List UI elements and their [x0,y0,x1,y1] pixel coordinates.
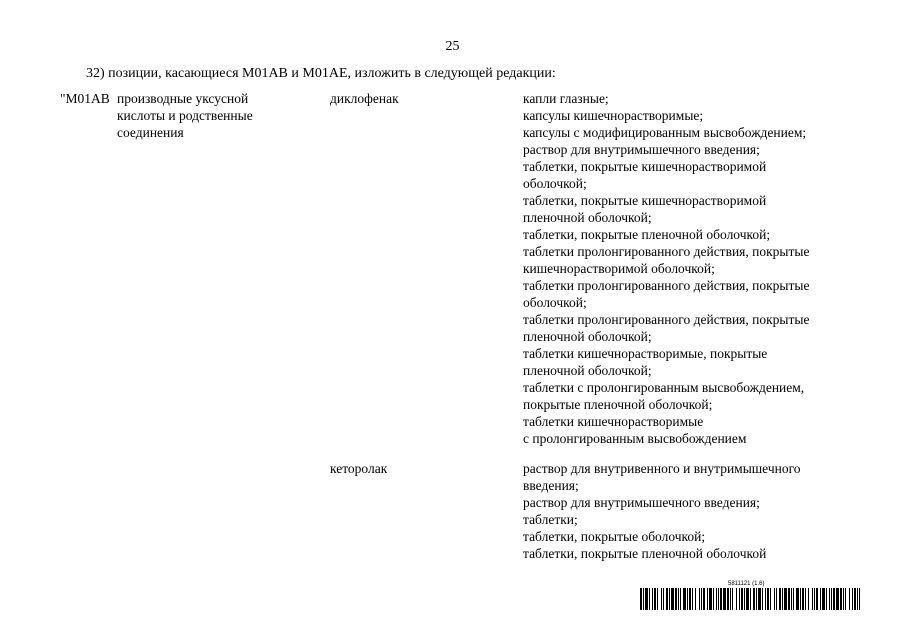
dosage-form-line: введения; [523,478,579,493]
dosage-forms-ketorolac [523,460,853,562]
dosage-form-line: таблетки пролонгированного действия, покрытые [523,278,810,293]
dosage-form-line: покрытые пленочной оболочкой; [523,397,713,412]
group-name-line: производные уксусной [117,91,249,106]
dosage-form-line: кишечнорастворимой оболочкой; [523,261,715,276]
dosage-form-line: таблетки, покрытые кишечнорастворимой [523,159,767,174]
dosage-forms-diclofenac [523,90,853,447]
dosage-form-line: таблетки, покрытые пленочной оболочкой [523,546,767,561]
dosage-form-line: оболочкой; [523,295,587,310]
dosage-form-line: оболочкой; [523,176,587,191]
dosage-form-line: таблетки, покрытые оболочкой; [523,529,706,544]
drug-name-ketorolac: кеторолак [330,461,388,476]
dosage-form-line: таблетки; [523,512,578,527]
group-name-line: кислоты и родственные [117,108,253,123]
dosage-form-line: таблетки, покрытые пленочной оболочкой; [523,227,771,242]
dosage-form-line: таблетки пролонгированного действия, покрытые [523,244,810,259]
dosage-form-line: таблетки кишечнорастворимые, покрытые [523,346,768,361]
dosage-form-line: раствор для внутривенного и внутримышечного [523,461,801,476]
dosage-form-line: таблетки пролонгированного действия, покрытые [523,312,810,327]
dosage-form-line: раствор для внутримышечного введения; [523,142,760,157]
barcode-label: 5811121 (1.6) [728,581,765,587]
drug-name-diclofenac: диклофенак [330,91,399,106]
dosage-form-line: с пролонгированным высвобождением [523,431,747,446]
dosage-form-line: пленочной оболочкой; [523,210,652,225]
page-number: 25 [445,39,460,54]
barcode-image [640,588,860,610]
group-name-line: соединения [117,125,184,140]
intro-paragraph: 32) позиции, касающиеся M01AB и M01AE, изложить в следующей редакции: [86,66,556,81]
dosage-form-line: таблетки с пролонгированным высвобождением, [523,380,805,395]
atc-code: "M01AB [60,91,110,106]
dosage-form-line: капсулы с модифицированным высвобождением; [523,125,807,140]
dosage-form-line: таблетки, покрытые кишечнорастворимой [523,193,767,208]
group-name [117,90,307,141]
dosage-form-line: капсулы кишечнорастворимые; [523,108,704,123]
dosage-form-line: пленочной оболочкой; [523,329,652,344]
dosage-form-line: капли глазные; [523,91,609,106]
dosage-form-line: пленочной оболочкой; [523,363,652,378]
dosage-form-line: таблетки кишечнорастворимые [523,414,704,429]
dosage-form-line: раствор для внутримышечного введения; [523,495,760,510]
